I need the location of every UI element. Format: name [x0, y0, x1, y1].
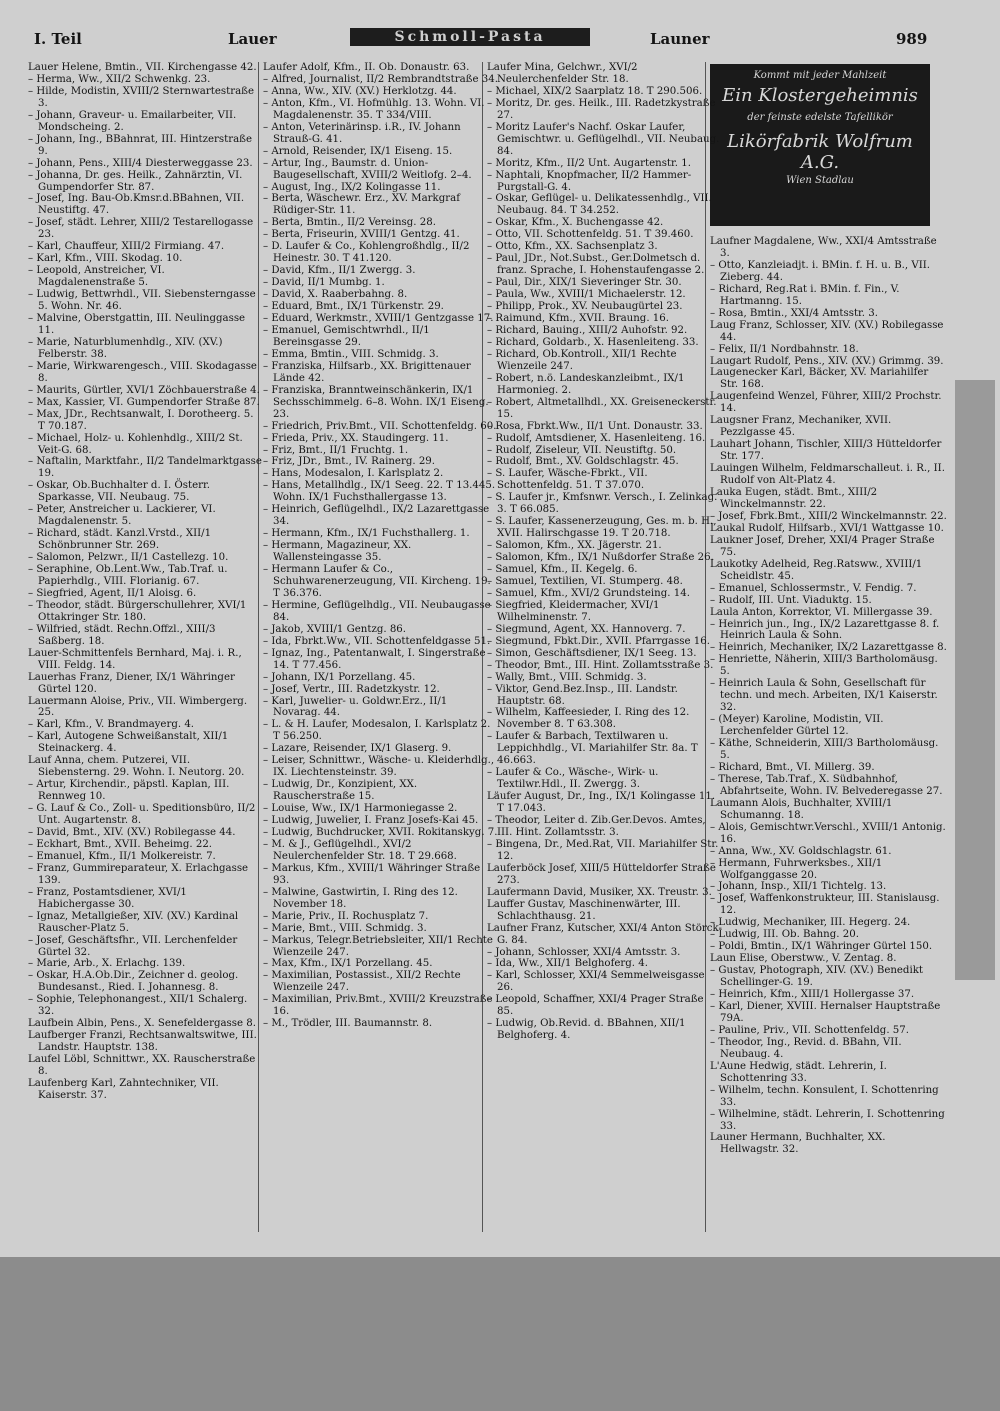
directory-entry: – Felix, II/1 Nordbahnstr. 18.	[710, 343, 859, 355]
directory-entry: – Siegmund, Agent, XX. Hannoverg. 7.	[487, 623, 686, 635]
directory-entry: – Wilfried, städt. Rechn.Offzl., XIII/3 Saßberg. 18.	[28, 623, 216, 647]
directory-entry: Laugenfeind Wenzel, Führer, XIII/2 Prochstr. 14.	[710, 391, 942, 415]
directory-entry: – Marie, Wirkwarengesch., VIII. Skodagasse 8.	[28, 360, 257, 384]
directory-entry: – Heinrich, Kfm., XIII/1 Hollergasse 37.	[710, 989, 915, 1001]
directory-entry: – Heinrich jun., Ing., IX/2 Lazarettgasse 8. f. Heinrich Laula & Sohn.	[710, 618, 940, 642]
directory-entry: Laugsner Franz, Mechaniker, XVII. Pezzlgasse 45.	[710, 415, 892, 439]
directory-entry: – Arnold, Reisender, IX/1 Eiseng. 15.	[263, 145, 453, 157]
directory-entry: – Oskar, Geflügel- u. Delikatessenhdlg., VII. Neubaug. 84. T 34.252.	[487, 193, 712, 217]
directory-entry: – Emanuel, Kfm., II/1 Molkereistr. 7.	[28, 850, 216, 862]
directory-entry: – Josef, Ing. Bau-Ob.Kmsr.d.BBahnen, VII. Neustiftg. 47.	[28, 193, 245, 217]
directory-entry: – Johann, Insp., XII/1 Tichtelg. 13.	[710, 881, 887, 893]
directory-entry: – Josef, Waffenkonstrukteur, III. Stanislausg. 12.	[710, 893, 940, 917]
directory-entry: Lauer-Schmittenfels Bernhard, Maj. i. R., VIII. Feldg. 14.	[28, 647, 242, 671]
directory-entry: – Max, JDr., Rechtsanwalt, I. Dorotheerg. 5. T 70.187.	[28, 408, 254, 432]
page-header	[28, 26, 928, 52]
directory-entry: – Friedrich, Priv.Bmt., VII. Schottenfeldg. 60.	[263, 420, 497, 432]
directory-entry: – Heinrich, Mechaniker, IX/2 Lazarettgasse 8.	[710, 642, 947, 654]
directory-entry: – Robert, n.ö. Landeskanzleibmt., IX/1 Harmonieg. 2.	[487, 372, 685, 396]
directory-entry: Lauermann Aloise, Priv., VII. Wimbergerg. 25.	[28, 695, 248, 719]
directory-entry: – Oskar, Ob.Buchhalter d. I. Österr. Sparkasse, VII. Neubaug. 75.	[28, 480, 210, 504]
directory-entry: – S. Laufer jr., Kmfsnwr. Versch., I. Zelinkag. 3. T 66.085.	[487, 492, 718, 516]
directory-column-2	[263, 62, 498, 1237]
directory-entry: – Ignaz, Metallgießer, XIV. (XV.) Kardinal Rauscher-Platz 5.	[28, 910, 239, 934]
directory-entry: – Otto, Kfm., XX. Sachsenplatz 3.	[487, 241, 658, 253]
directory-entry: – G. Lauf & Co., Zoll- u. Speditionsbüro, II/2 Unt. Augartenstr. 8.	[28, 803, 256, 827]
directory-entry: – Jakob, XVIII/1 Gentzg. 86.	[263, 623, 407, 635]
directory-entry: L'Aune Hedwig, städt. Lehrerin, I. Schottenring 33.	[710, 1060, 887, 1084]
directory-entry: – Richard, städt. Kanzl.Vrstd., XII/1 Schönbrunner Str. 269.	[28, 528, 212, 552]
directory-entry: – Anton, Kfm., VI. Hofmühlg. 13. Wohn. VI. Magdalenenstr. 35. T 334/VIII.	[263, 97, 485, 121]
directory-entry: Laun Elise, Oberstww., V. Zentag. 8.	[710, 953, 897, 965]
directory-entry: – Ludwig, Mechaniker, III. Hegerg. 24.	[710, 917, 911, 929]
directory-column-1	[28, 62, 263, 1237]
directory-entry: – Salomon, Kfm., XX. Jägerstr. 21.	[487, 540, 662, 552]
directory-entry: – Simon, Geschäftsdiener, IX/1 Seeg. 13.	[487, 647, 697, 659]
directory-entry: Laukotky Adelheid, Reg.Ratsww., XVIII/1 Scheidlstr. 45.	[710, 558, 923, 582]
directory-entry: – David, Kfm., II/1 Zwergg. 3.	[263, 265, 416, 277]
directory-entry: – Leopold, Schaffner, XXI/4 Prager Straße 85.	[487, 994, 704, 1018]
directory-entry: – Markus, Kfm., XVIII/1 Währinger Straße 93.	[263, 862, 481, 886]
directory-entry: – Heinrich Laula & Sohn, Gesellschaft für techn. und mech. Arbeiten, IX/1 Kaiserstr. 32.	[710, 678, 938, 714]
directory-entry: Läufer August, Dr., Ing., IX/1 Kolingasse 11. T 17.043.	[487, 791, 716, 815]
directory-entry: – Ludwig, Bettwrhdl., VII. Siebensterngasse 5. Wohn. Nr. 46.	[28, 289, 256, 313]
directory-entry: – Anna, Ww., XIV. (XV.) Herklotzg. 44.	[263, 85, 457, 97]
directory-entry: – Berta, Bmtin., II/2 Vereinsg. 28.	[263, 217, 436, 229]
directory-entry: – Otto, Kanzleiadjt. i. BMin. f. H. u. B., VII. Zieberg. 44.	[710, 259, 931, 283]
directory-entry: – S. Laufer, Kassenerzeugung, Ges. m. b. H., XVII. Halirschgasse 19. T 20.718.	[487, 516, 717, 540]
directory-entry: – L. & H. Laufer, Modesalon, I. Karlsplatz 2. T 56.250.	[263, 719, 491, 743]
directory-entry: – Hans, Metallhdlg., IX/1 Seeg. 22. T 13.445. Wohn. IX/1 Fuchsthallergasse 13.	[263, 480, 496, 504]
directory-entry: – Josef, städt. Lehrer, XIII/2 Testarellogasse 23.	[28, 217, 254, 241]
directory-entry: – Salomon, Kfm., IX/1 Nußdorfer Straße 26.	[487, 552, 714, 564]
directory-entry: – Hermine, Geflügelhdlg., VII. Neubaugasse 84.	[263, 599, 491, 623]
left-running-head: Lauer	[228, 30, 277, 48]
directory-entry: – Siegfried, Kleidermacher, XVI/1 Wilhelminenstr. 7.	[487, 599, 660, 623]
directory-entry: Laufner Franz, Kutscher, XXI/4 Anton Störck-G. 84.	[487, 922, 722, 946]
directory-entry: – Rosa, Bmtin., XXI/4 Amtsstr. 3.	[710, 307, 878, 319]
directory-entry: – Michael, Holz- u. Kohlenhdlg., XIII/2 St. Veit-G. 68.	[28, 432, 243, 456]
directory-entry: – Maximilian, Postassist., XII/2 Rechte Wienzeile 247.	[263, 970, 461, 994]
directory-entry: – Siegfried, Agent, II/1 Aloisg. 6.	[28, 587, 197, 599]
directory-column-3	[487, 62, 722, 1237]
directory-entry: – Maurits, Gürtler, XVI/1 Zöchbauerstraße 4.	[28, 384, 260, 396]
directory-entry: – Ludwig, Buchdrucker, XVII. Rokitanskyg. 7.	[263, 827, 498, 838]
directory-entry: – Peter, Anstreicher u. Lackierer, VI. Magdalenenstr. 5.	[28, 504, 216, 528]
directory-entry: Laukal Rudolf, Hilfsarb., XVI/1 Wattgasse 10.	[710, 522, 944, 534]
directory-entry: – Gustav, Photograph, XIV. (XV.) Benedikt Schellinger-G. 19.	[710, 965, 923, 989]
directory-entry: – Johann, Schlosser, XXI/4 Amtsstr. 3.	[487, 946, 681, 958]
directory-entry: – Josef, Fbrk.Bmt., XIII/2 Winckelmannstr. 22.	[710, 510, 947, 522]
directory-entry: Laufner Magdalene, Ww., XXI/4 Amtsstraße 3.	[710, 236, 937, 259]
directory-entry: – Naftalin, Marktfahr., II/2 Tandelmarktgasse 19.	[28, 456, 262, 480]
directory-entry: – Johann, Ing., BBahnrat, III. Hintzerstraße 9.	[28, 133, 253, 157]
directory-entry: – Artur, Ing., Baumstr. d. Union-Baugesellschaft, XVIII/2 Weitlofg. 2–4.	[263, 157, 472, 181]
directory-entry: – Henriette, Näherin, XIII/3 Bartholomäusg. 5.	[710, 654, 938, 678]
directory-entry: – Samuel, Kfm., II. Kegelg. 6.	[487, 564, 638, 576]
directory-entry: – Markus, Telegr.Betriebsleiter, XII/1 Rechte Wienzeile 247.	[263, 934, 493, 958]
directory-entry: – M. & J., Geflügelhdl., XVI/2 Neulerchenfelder Str. 18. T 29.668.	[263, 838, 457, 862]
part-label: I. Teil	[34, 30, 82, 48]
directory-entry: – Hermann Laufer & Co., Schuhwarenerzeugung, VII. Kircheng. 19. T 36.376.	[263, 564, 491, 599]
directory-column-4	[710, 236, 947, 1411]
directory-entry: – Alfred, Journalist, II/2 Rembrandtstraße 34.	[263, 73, 498, 85]
directory-entry: – Laufer & Barbach, Textilwaren u. Leppichhdlg., VI. Mariahilfer Str. 8a. T 46.663.	[487, 731, 698, 767]
directory-entry: – August, Ing., IX/2 Kolingasse 11.	[263, 181, 441, 193]
directory-entry: Laumann Alois, Buchhalter, XVIII/1 Schumanng. 18.	[710, 797, 893, 821]
directory-entry: – Moritz, Kfm., II/2 Unt. Augartenstr. 1.	[487, 157, 691, 169]
directory-entry: – Ludwig, III. Ob. Bahng. 20.	[710, 929, 859, 941]
directory-entry: Laugenecker Karl, Bäcker, XV. Mariahilfer Str. 168.	[710, 367, 929, 391]
directory-entry: – Otto, VII. Schottenfeldg. 51. T 39.460.	[487, 229, 694, 241]
directory-entry: – Moritz, Dr. ges. Heilk., III. Radetzkystraße 27.	[487, 97, 716, 121]
directory-entry: – Eckhart, Bmt., XVII. Beheimg. 22.	[28, 838, 213, 850]
directory-entry: – Richard, Ob.Kontroll., XII/1 Rechte Wienzeile 247.	[487, 348, 677, 372]
directory-entry: – Theodor, Leiter d. Zib.Ger.Devos. Amtes, III. Hint. Zollamtsstr. 3.	[487, 815, 706, 838]
directory-entry: – Salomon, Pelzwr., II/1 Castellezg. 10.	[28, 552, 229, 564]
directory-entry: Lauhart Johann, Tischler, XIII/3 Hütteldorfer Str. 177.	[710, 439, 942, 463]
directory-entry: – Richard, Bmt., VI. Millerg. 39.	[710, 761, 875, 773]
directory-entry: – Anna, Ww., XV. Goldschlagstr. 61.	[710, 845, 892, 857]
directory-entry: – Philipp, Prok., XV. Neubaugürtel 23.	[487, 301, 683, 313]
directory-entry: – Franz, Gummireparateur, X. Erlachgasse 139.	[28, 862, 249, 886]
directory-entry: – Berta, Friseurin, XVIII/1 Gentzg. 41.	[263, 229, 460, 241]
directory-entry: Laugart Rudolf, Pens., XIV. (XV.) Grimmg. 39.	[710, 355, 944, 367]
directory-entry: – Hilde, Modistin, XVIII/2 Sternwartestraße 3.	[28, 85, 254, 109]
directory-entry: Laufer Adolf, Kfm., II. Ob. Donaustr. 63.	[263, 62, 470, 73]
directory-entry: Lauferböck Josef, XIII/5 Hütteldorfer Straße 273.	[487, 862, 716, 886]
directory-entry: – Rudolf, III. Unt. Viaduktg. 15.	[710, 594, 872, 606]
directory-entry: – Michael, XIX/2 Saarplatz 18. T 290.506.	[487, 85, 703, 97]
directory-entry: – Ida, Fbrkt.Ww., VII. Schottenfeldgasse 51.	[263, 635, 491, 647]
directory-entry: – Artur, Kirchendir., päpstl. Kaplan, III. Rennweg 10.	[28, 779, 230, 803]
directory-entry: Laufel Löbl, Schnittwr., XX. Rauscherstraße 8.	[28, 1054, 256, 1078]
directory-entry: – Marie, Bmt., VIII. Schmidg. 3.	[263, 922, 427, 934]
directory-entry: – Frieda, Priv., XX. Staudingerg. 11.	[263, 432, 449, 444]
directory-entry: – Johann, Graveur- u. Emailarbeiter, VII. Mondscheing. 2.	[28, 109, 237, 133]
directory-entry: – Marie, Arb., X. Erlachg. 139.	[28, 958, 186, 970]
directory-entry: – D. Laufer & Co., Kohlengroßhdlg., II/2 Heinestr. 30. T 41.120.	[263, 241, 470, 265]
directory-entry: – Theodor, städt. Bürgerschullehrer, XVI/1 Ottakringer Str. 180.	[28, 599, 247, 623]
liqueur-advertisement	[710, 64, 930, 226]
directory-entry: – Emanuel, Gemischtwrhdl., II/1 Bereinsgasse 29.	[263, 324, 430, 348]
directory-entry: – Paula, Ww., XVIII/1 Michaelerstr. 12.	[487, 289, 686, 301]
directory-entry: Lauingen Wilhelm, Feldmarschalleut. i. R., II. Rudolf von Alt-Platz 4.	[710, 463, 945, 487]
directory-entry: – Poldi, Bmtin., IX/1 Währinger Gürtel 150.	[710, 941, 933, 953]
directory-entry: Lauer Helene, Bmtin., VII. Kirchengasse 42.	[28, 62, 257, 73]
directory-entry: Lauka Eugen, städt. Bmt., XIII/2 Winckelmannstr. 22.	[710, 487, 878, 510]
directory-entry: – Karl, Kfm., V. Brandmayerg. 4.	[28, 719, 195, 731]
directory-entry: – Richard, Bauing., XIII/2 Auhofstr. 92.	[487, 324, 688, 336]
directory-entry: – Wilhelm, techn. Konsulent, I. Schottenring 33.	[710, 1084, 939, 1108]
directory-entry: Launer Hermann, Buchhalter, XX. Hellwagstr. 32.	[710, 1132, 886, 1156]
directory-entry: – Pauline, Priv., VII. Schottenfeldg. 57.	[710, 1024, 910, 1036]
directory-entry: – Friz, Bmt., II/1 Fruchtg. 1.	[263, 444, 409, 456]
directory-entry: – Anton, Veterinärinsp. i.R., IV. Johann Strauß-G. 41.	[263, 121, 461, 145]
directory-entry: – Theodor, Ing., Revid. d. BBahn, VII. Neubaug. 4.	[710, 1036, 902, 1060]
page-number: 989	[896, 30, 928, 48]
directory-entry: – Ludwig, Juwelier, I. Franz Josefs-Kai 45.	[263, 815, 479, 827]
directory-entry: – Karl, Autogene Schweißanstalt, XII/1 Steinackerg. 4.	[28, 731, 229, 755]
directory-entry: – Richard, Goldarb., X. Hasenleiteng. 33.	[487, 336, 699, 348]
directory-entry: – Marie, Priv., II. Rochusplatz 7.	[263, 910, 429, 922]
directory-entry: – Maximilian, Priv.Bmt., XVIII/2 Kreuzstraße 16.	[263, 994, 493, 1018]
directory-entry: – Johanna, Dr. ges. Heilk., Zahnärztin, VI. Gumpendorfer Str. 87.	[28, 169, 243, 193]
directory-entry: – Eduard, Werkmstr., XVIII/1 Gentzgasse 17.	[263, 313, 494, 325]
directory-entry: – Franziska, Branntweinschänkerin, IX/1 Sechsschimmelg. 6–8. Wohn. IX/1 Eiseng. 23.	[263, 384, 489, 420]
directory-entry: – Viktor, Gend.Bez.Insp., III. Landstr. Hauptstr. 68.	[487, 683, 678, 707]
directory-entry: Laula Anton, Korrektor, VI. Millergasse 39.	[710, 606, 933, 618]
directory-entry: – Max, Kfm., IX/1 Porzellang. 45.	[263, 958, 433, 970]
directory-entry: Laukner Josef, Dreher, XXI/4 Prager Straße 75.	[710, 534, 935, 558]
directory-entry: – Josef, Vertr., III. Radetzkystr. 12.	[263, 683, 440, 695]
directory-entry: – Lazare, Reisender, IX/1 Glaserg. 9.	[263, 743, 452, 755]
directory-entry: – Rudolf, Ziseleur, VII. Neustiftg. 50.	[487, 444, 677, 456]
directory-entry: – Max, Kassier, VI. Gumpendorfer Straße 87.	[28, 396, 260, 408]
directory-entry: – Samuel, Textilien, VI. Stumperg. 48.	[487, 575, 683, 587]
ad-line: Kommt mit jeder Mahlzeit	[753, 70, 887, 81]
directory-entry: – Wilhelm, Kaffeesieder, I. Ring des 12. November 8. T 63.308.	[487, 707, 690, 731]
directory-entry: Laufenberg Karl, Zahntechniker, VII. Kaiserstr. 37.	[28, 1078, 219, 1101]
directory-entry: Laug Franz, Schlosser, XIV. (XV.) Robilegasse 44.	[710, 319, 944, 343]
directory-entry: – Laufer & Co., Wäsche-, Wirk- u. Textilwr.Hdl., II. Zwergg. 3.	[487, 767, 659, 791]
directory-entry: – Herma, Ww., XII/2 Schwenkg. 23.	[28, 73, 211, 85]
directory-entry: – Johann, Pens., XIII/4 Diesterweggasse 23.	[28, 157, 253, 169]
directory-entry: – Alois, Gemischtwr.Verschl., XVIII/1 Antonig. 16.	[710, 821, 946, 845]
directory-entry: – Karl, Juwelier- u. Goldwr.Erz., II/1 Novarag. 44.	[263, 695, 448, 719]
directory-entry: Lauf Anna, chem. Putzerei, VII. Siebensterng. 29. Wohn. I. Neutorg. 20.	[28, 755, 245, 779]
directory-entry: – Hermann, Magazineur, XX. Wallensteingasse 35.	[263, 540, 412, 564]
directory-entry: – M., Trödler, III. Baumannstr. 8.	[263, 1018, 433, 1030]
directory-entry: – Sophie, Telephonangest., XII/1 Schalerg. 32.	[28, 994, 248, 1018]
directory-entry: – Hermann, Kfm., IX/1 Fuchsthallerg. 1.	[263, 528, 470, 540]
directory-entry: – Franz, Postamtsdiener, XVI/1 Habichergasse 30.	[28, 886, 187, 910]
directory-entry: – Johann, IX/1 Porzellang. 45.	[263, 671, 416, 683]
directory-entry: – Franziska, Hilfsarb., XX. Brigittenauer Lände 42.	[263, 360, 471, 384]
directory-entry: – Malvine, Oberstgattin, III. Neulinggasse 11.	[28, 313, 246, 336]
directory-entry: Lauffer Gustav, Maschinenwärter, III. Schlachthausg. 21.	[487, 898, 681, 922]
directory-entry: – Ignaz, Ing., Patentanwalt, I. Singerstraße 14. T 77.456.	[263, 647, 486, 671]
directory-entry: – Leopold, Anstreicher, VI. Magdalenenstraße 5.	[28, 265, 165, 289]
ad-location: Wien Stadlau	[786, 175, 854, 186]
directory-entry: – Richard, Reg.Rat i. BMin. f. Fin., V. Hartmanng. 15.	[710, 283, 900, 307]
directory-entry: – Oskar, Kfm., X. Buchengasse 42.	[487, 217, 664, 229]
right-running-head: Launer	[650, 30, 710, 48]
directory-entry: – Marie, Naturblumenhdlg., XIV. (XV.) Felberstr. 38.	[28, 336, 223, 360]
directory-entry: – Ida, Ww., XII/1 Belghoferg. 4.	[487, 958, 648, 970]
directory-entry: – David, Bmt., XIV. (XV.) Robilegasse 44.	[28, 827, 236, 838]
directory-entry: – Karl, Chauffeur, XIII/2 Firmiang. 47.	[28, 241, 225, 253]
directory-entry: – Louise, Ww., IX/1 Harmoniegasse 2.	[263, 803, 458, 815]
directory-entry: – Rosa, Fbrkt.Ww., II/1 Unt. Donaustr. 33.	[487, 420, 703, 432]
directory-entry: – David, X. Raaberbahng. 8.	[263, 289, 408, 301]
directory-entry: – Emanuel, Schlossermstr., V. Fendig. 7.	[710, 582, 917, 594]
directory-entry: – Emma, Bmtin., VIII. Schmidg. 3.	[263, 348, 439, 360]
directory-entry: – S. Laufer, Wäsche-Fbrkt., VII. Schottenfeldg. 51. T 37.070.	[487, 468, 648, 492]
directory-entry: – Hans, Modesalon, I. Karlsplatz 2.	[263, 468, 444, 480]
directory-entry: – Ludwig, Dr., Konzipient, XX. Rauscherstraße 15.	[263, 779, 418, 803]
directory-entry: – Theodor, Bmt., III. Hint. Zollamtsstraße 3.	[487, 659, 714, 671]
directory-entry: – Samuel, Kfm., XVI/2 Grundsteing. 14.	[487, 587, 690, 599]
directory-entry: – Raimund, Kfm., XVII. Braung. 16.	[487, 313, 669, 325]
directory-entry: – Rudolf, Amtsdiener, X. Hasenleiteng. 16.	[487, 432, 706, 444]
directory-entry: – Paul, JDr., Not.Subst., Ger.Dolmetsch d. franz. Sprache, I. Hohenstaufengasse 2.	[487, 253, 705, 277]
directory-entry: – Karl, Diener, XVIII. Hernalser Hauptstraße 79A.	[710, 1001, 941, 1024]
directory-entry: – Siegmund, Fbkt.Dir., XVII. Pfarrgasse 16.	[487, 635, 710, 647]
directory-entry: – Karl, Schlosser, XXI/4 Semmelweisgasse 26.	[487, 970, 705, 994]
directory-entry: – Therese, Tab.Traf., X. Südbahnhof, Abfahrtseite, Wohn. IV. Belvederegasse 27.	[710, 773, 943, 797]
directory-entry: – David, II/1 Mumbg. 1.	[263, 277, 385, 289]
directory-entry: – (Meyer) Karoline, Modistin, VII. Lerchenfelder Gürtel 12.	[710, 714, 884, 738]
directory-entry: – Josef, Geschäftsfhr., VII. Lerchenfelder Gürtel 32.	[28, 934, 238, 958]
directory-entry: – Leiser, Schnittwr., Wäsche- u. Kleiderhdlg., IX. Liechtensteinstr. 39.	[263, 755, 495, 779]
directory-entry: – Naphtali, Knopfmacher, II/2 Hammer-Purgstall-G. 4.	[487, 169, 692, 193]
directory-entry: – Karl, Kfm., VIII. Skodag. 10.	[28, 253, 183, 265]
directory-entry: – Eduard, Bmt., IX/1 Türkenstr. 29.	[263, 301, 444, 313]
directory-entry: – Wilhelmine, städt. Lehrerin, I. Schottenring 33.	[710, 1108, 945, 1132]
directory-entry: – Käthe, Schneiderin, XIII/3 Bartholomäusg. 5.	[710, 738, 939, 761]
directory-entry: – Moritz Laufer's Nachf. Oskar Laufer, Gemischtwr. u. Geflügelhdl., VII. Neubaug. 84.	[487, 121, 720, 157]
directory-entry: Laufer Mina, Gelchwr., XVI/2 Neulerchenfelder Str. 18.	[487, 62, 638, 85]
directory-entry: – Friz, JDr., Bmt., IV. Rainerg. 29.	[263, 456, 436, 468]
directory-entry: – Seraphine, Ob.Lent.Ww., Tab.Traf. u. Papierhdlg., VIII. Florianig. 67.	[28, 564, 228, 587]
ad-line: der feinste edelste Tafellikör	[747, 112, 893, 123]
directory-entry: – Rudolf, Bmt., XV. Goldschlagstr. 45.	[487, 456, 679, 468]
directory-entry: – Heinrich, Geflügelhdl., IX/2 Lazarettgasse 34.	[263, 504, 490, 528]
directory-entry: – Hermann, Fuhrwerksbes., XII/1 Wolfganggasse 20.	[710, 857, 883, 881]
directory-entry: – Bingena, Dr., Med.Rat, VII. Mariahilfer Str. 12.	[487, 838, 719, 862]
ad-company: Likörfabrik Wolfrum A.G.	[727, 131, 913, 173]
directory-entry: Laufbein Albin, Pens., X. Senefeldergasse 8.	[28, 1018, 256, 1030]
directory-entry: Laufermann David, Musiker, XX. Treustr. 3.	[487, 886, 712, 898]
directory-entry: – Robert, Altmetallhdl., XX. Greiseneckerstr. 15.	[487, 396, 717, 420]
directory-entry: – Malwine, Gastwirtin, I. Ring des 12. November 18.	[263, 886, 458, 910]
directory-entry: – Berta, Wäschewr. Erz., XV. Markgraf Rüdiger-Str. 11.	[263, 193, 460, 217]
ad-headline: Ein Klostergeheimnis	[722, 85, 918, 106]
directory-entry: Lauerhas Franz, Diener, IX/1 Währinger Gürtel 120.	[28, 671, 235, 695]
directory-entry: Laufberger Franzi, Rechtsanwaltswitwe, III. Landstr. Hauptstr. 138.	[28, 1030, 257, 1054]
directory-entry: – Ludwig, Ob.Revid. d. BBahnen, XII/1 Belghoferg. 4.	[487, 1018, 686, 1042]
directory-entry: – Wally, Bmt., VIII. Schmidg. 3.	[487, 671, 647, 683]
directory-entry: – Paul, Dir., XIX/1 Sieveringer Str. 30.	[487, 277, 682, 289]
header-advert-banner: Schmoll-Pasta	[350, 28, 590, 46]
book-spine-edge	[955, 380, 995, 980]
directory-entry: – Oskar, H.A.Ob.Dir., Zeichner d. geolog. Bundesanst., Ried. I. Johannesg. 8.	[28, 970, 239, 994]
